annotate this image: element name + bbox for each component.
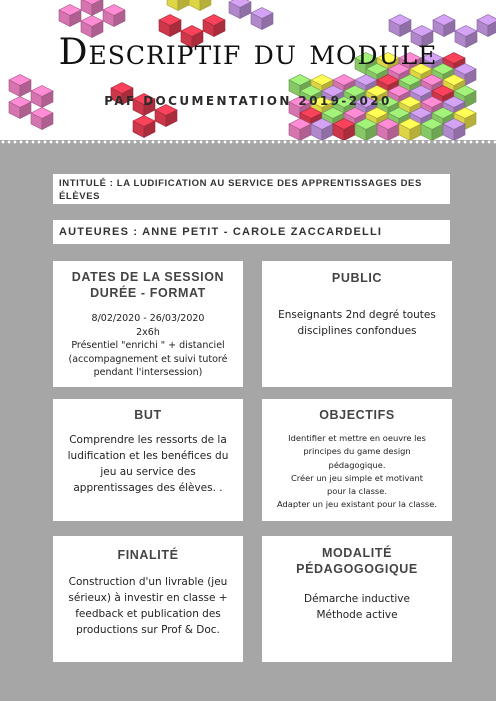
card-body-line: pour la classe. [326,486,387,497]
card-title-line: MODALITÉ [321,546,393,560]
card-body-line: Présentiel "enrichi " + distanciel [71,340,225,351]
card-body-line: jeu au service des [100,466,196,478]
card-title-line: DURÉE - FORMAT [90,286,206,300]
card-title-line: PÉDAGOGOGIQUE [296,562,418,576]
card-public [262,261,452,387]
card-dates-body [53,312,243,380]
auteures-label: AUTEURES : ANNE PETIT - CAROLE ZACCARDELLI [53,220,450,244]
card-objectifs [262,399,452,521]
card-body-line: Enseignants 2nd degré toutes [278,309,436,321]
card-body-line: Identifier et mettre en oeuvre les [288,433,426,443]
card-modalite [262,536,452,662]
cube-face [189,0,200,11]
cube-face [178,0,189,11]
card-body-line: pédagogique. [328,459,386,470]
card-dates-title [53,269,243,301]
page-title: Descriptif du module [58,32,438,73]
card-body-line: Démarche inductive [304,593,410,605]
card-dates [53,261,243,387]
cube-face [200,0,211,11]
header-banner [0,0,496,140]
card-objectifs-title [262,407,452,423]
card-body-line: sérieux) à investir en classe + [68,592,228,604]
card-body-line: Comprendre les ressorts de la [69,434,227,446]
cube-face [167,0,178,11]
card-but [53,399,243,521]
intitule-label: INTITULÉ : LA LUDIFICATION AU SERVICE DES APPRENTISSAGES DES ÉLÈVES [53,174,450,204]
card-body-line: Adapter un jeu existant pour la classe. [276,499,437,510]
card-title-line: OBJECTIFS [319,408,395,422]
card-body-line: ludification et les benéfices du [67,450,229,462]
card-body-line: (accompagnement et suivi tutoré [68,353,228,365]
card-body-line: Méthode active [316,609,398,621]
card-finalite-title [53,547,243,563]
card-body-line: Créer un jeu simple et motivant [291,472,423,483]
card-body-line: Construction d'un livrable (jeu [68,576,228,588]
card-title-line: PUBLIC [331,271,383,285]
card-finalite-body [53,574,243,638]
dotted-separator [0,139,496,145]
card-title-line: FINALITÉ [117,548,179,562]
card-objectifs-body [262,432,452,512]
card-public-title [262,270,452,286]
card-body-line: pendant l'intersession) [93,367,203,378]
page-subtitle: PAF DOCUMENTATION 2019-2020 [104,94,392,108]
card-but-title [53,407,243,423]
card-finalite [53,536,243,662]
card-body-line: apprentissages des élèves. . [73,482,223,494]
card-body-line: disciplines confondues [297,325,417,337]
card-body-line: 2x6h [136,326,160,338]
card-but-body [53,432,243,496]
card-body-line: 8/02/2020 - 26/03/2020 [91,313,205,324]
card-body-line: principes du game design [303,446,411,457]
card-body-line: productions sur Prof & Doc. [76,624,220,636]
card-public-body [262,307,452,339]
card-title-line: BUT [134,408,162,422]
card-title-line: DATES DE LA SESSION [71,270,225,284]
card-modalite-body [262,591,452,623]
card-modalite-title [262,545,452,577]
card-body-line: feedback et publication des [75,608,221,620]
